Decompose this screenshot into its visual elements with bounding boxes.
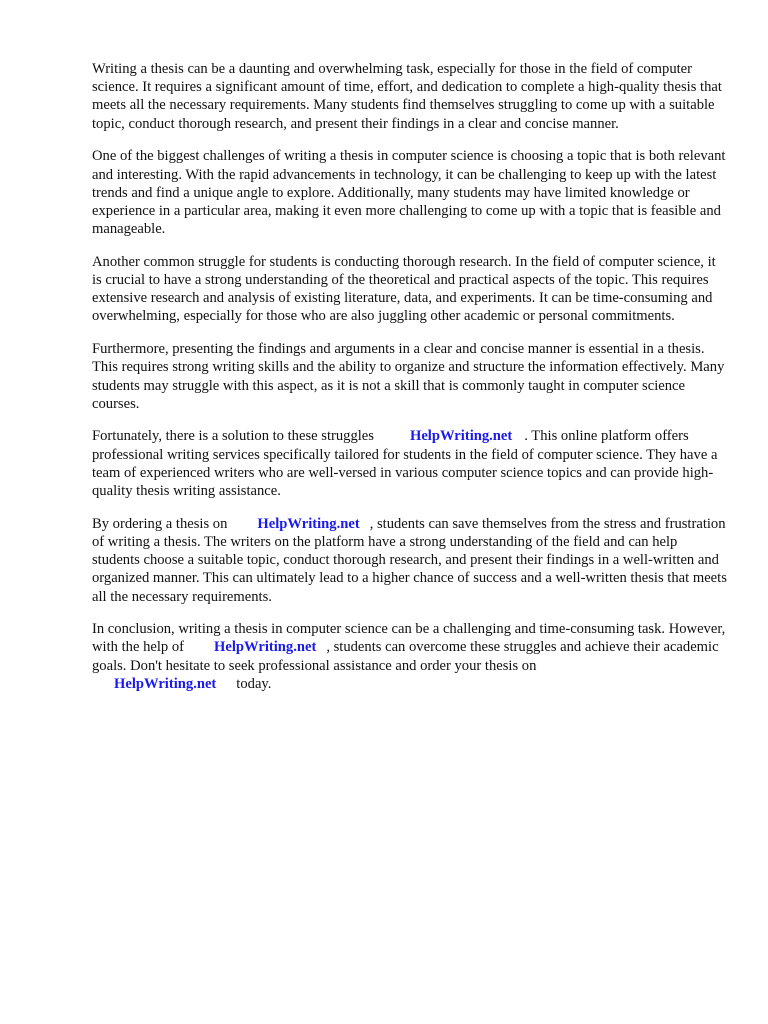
paragraph-conclusion-text-start: In conclusion, writing a thesis in computer science can be a challenging and time-consuming task. However, with the help of: [92, 621, 726, 656]
document-body: [92, 60, 728, 708]
paragraph-conclusion-text-end: today.: [236, 675, 272, 692]
paragraph-presentation-challenge: Furthermore, presenting the findings and arguments in a clear and concise manner is essential in a thesis. This requires strong writing skills and the ability to organize and structure the information effectively. Many students may struggle with this aspect, as it is not a skill that is commonly taught in computer science courses.: [92, 341, 725, 412]
paragraph-conclusion-text-middle: , students can overcome these struggles and achieve their academic goals. Don't hesitate to seek professional assistance and order your thesis on: [92, 639, 719, 674]
paragraph-research-challenge: Another common struggle for students is conducting thorough research. In the field of computer science, it is crucial to have a strong understanding of the theoretical and practical aspects of the topic. This requires extensive research and analysis of existing literature, data, and experiments. It can be time-consuming and overwhelming, especially for those who are also juggling other academic or personal commitments.: [92, 253, 716, 325]
paragraph-topic-challenge: One of the biggest challenges of writing a thesis in computer science is choosing a topic that is both relevant and interesting. With the rapid advancements in technology, it can be challenging to keep up with the latest trends and find a unique angle to explore. Additionally, many students may have limited knowledge or experience in a particular area, making it even more challenging to come up with a topic that is feasible and manageable.: [92, 148, 726, 238]
paragraph-intro: Writing a thesis can be a daunting and overwhelming task, especially for those in the field of computer science. It requires a significant amount of time, effort, and dedication to complete a high-quality thesis that meets all the necessary requirements. Many students find themselves struggling to come up with a suitable topic, conduct thorough research, and present their findings in a clear and concise manner.: [92, 61, 722, 132]
paragraph-solution: [92, 427, 728, 500]
paragraph-ordering-text-start: By ordering a thesis on: [92, 515, 228, 532]
paragraph-solution-text-start: Fortunately, there is a solution to these struggles: [92, 428, 374, 445]
helpwriting-link[interactable]: HelpWriting.net: [114, 675, 217, 692]
helpwriting-link[interactable]: HelpWriting.net: [409, 428, 513, 445]
paragraph-conclusion: [92, 620, 728, 693]
helpwriting-link[interactable]: HelpWriting.net: [214, 639, 317, 656]
helpwriting-link[interactable]: HelpWriting.net: [257, 515, 360, 532]
paragraph-solution-text-end: . This online platform offers professional writing services specifically tailored for students in the field of computer science. They have a team of experienced writers who are well-versed in various computer science topics and can provide high-quality thesis writing assistance.: [92, 428, 718, 500]
paragraph-ordering: [92, 515, 728, 606]
paragraph-ordering-text-end: , students can save themselves from the stress and frustration of writing a thesis. The writers on the platform have a strong understanding of the field and can help students choose a suitable topic, conduct thorough research, and present their findings in a well-written and organized manner. This can ultimately lead to a higher chance of success and a well-written thesis that meets all the necessary requirements.: [92, 515, 727, 605]
